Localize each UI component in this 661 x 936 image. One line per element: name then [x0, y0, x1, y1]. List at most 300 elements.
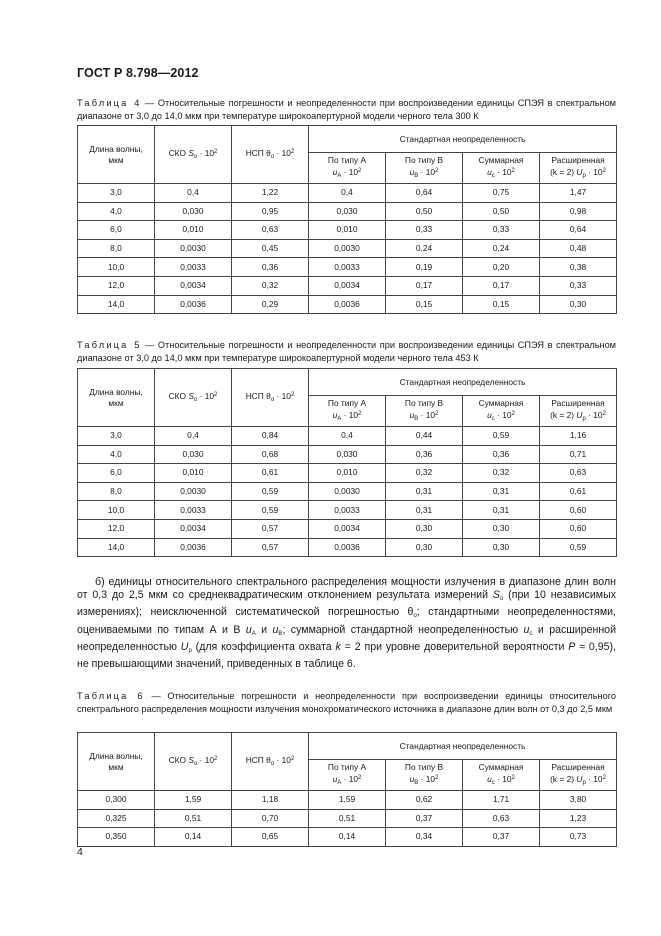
table4-caption	[77, 97, 616, 122]
table-row	[78, 221, 617, 240]
cell-type-b: 0,33	[386, 221, 463, 240]
col-header-type-a	[309, 153, 386, 184]
para-sym-so: S	[492, 589, 500, 602]
nsp-symbol: θ	[266, 754, 271, 765]
cell-sko: 0,0034	[155, 276, 232, 295]
table-row	[78, 519, 617, 538]
cell-sko: 0,51	[155, 809, 232, 828]
para-sub-ub: B	[278, 630, 283, 637]
cell-type-a: 1,59	[309, 791, 386, 810]
wavelength-unit: мкм	[108, 397, 124, 408]
cell-type-a: 0,010	[309, 221, 386, 240]
cell-nsp: 0,59	[232, 501, 309, 520]
para-sym-ua: u	[245, 623, 252, 636]
cell-nsp: 0,68	[232, 445, 309, 464]
table-row	[78, 445, 617, 464]
cell-wavelength: 8,0	[78, 239, 155, 258]
table-row	[78, 482, 617, 501]
type-a-sub: A	[337, 415, 342, 422]
cell-expanded: 3,80	[540, 791, 617, 810]
type-b-times: · 10	[420, 409, 436, 420]
type-b-exp: 2	[435, 774, 439, 781]
type-b-times: · 10	[420, 166, 436, 177]
cell-type-b: 0,30	[386, 538, 463, 557]
para-text-5: и расширенной неопределенностью	[77, 623, 616, 653]
cell-wavelength: 12,0	[78, 519, 155, 538]
wavelength-label: Длина волны,	[89, 143, 143, 154]
table4-body	[78, 184, 617, 314]
cell-type-b: 0,17	[386, 276, 463, 295]
type-b-times: · 10	[420, 773, 436, 784]
cell-type-b: 0,37	[386, 809, 463, 828]
table-row	[78, 809, 617, 828]
expanded-sub: p	[582, 415, 586, 422]
total-exp: 2	[511, 774, 515, 781]
expanded-times: · 10	[588, 409, 603, 420]
cell-type-a: 0,030	[309, 202, 386, 221]
type-b-symbol: u	[409, 409, 415, 420]
cell-wavelength: 10,0	[78, 258, 155, 277]
table-row	[78, 791, 617, 810]
para-sym-k: k	[335, 640, 341, 653]
table5-caption-text: — Относительные погрешности и неопределенности при воспроизведении единицы СПЭЯ в спектральном диапазоне от 3,0 до 14,0 мкм при температуре широкоапертурной модели черного тела 453 К	[77, 340, 616, 363]
table6	[77, 732, 617, 847]
para-sub-theta: o	[413, 613, 417, 620]
cell-expanded: 0,71	[540, 445, 617, 464]
cell-nsp: 0,29	[232, 295, 309, 314]
type-a-times: · 10	[343, 166, 359, 177]
cell-total: 1,71	[463, 791, 540, 810]
para-text-3: ; стандартными неопределенностями, оцениваемыми по типам А и В	[77, 606, 616, 636]
type-a-symbol: u	[332, 409, 338, 420]
nsp-symbol: θ	[266, 147, 271, 158]
expanded-label: Расширенная	[551, 154, 605, 165]
expanded-sub: p	[582, 172, 586, 179]
cell-type-a: 0,0034	[309, 276, 386, 295]
cell-wavelength: 6,0	[78, 464, 155, 483]
cell-expanded: 0,38	[540, 258, 617, 277]
cell-wavelength: 14,0	[78, 538, 155, 557]
expanded-label: Расширенная	[551, 761, 605, 772]
type-a-label: По типу А	[327, 154, 367, 165]
nsp-sub: o	[270, 153, 275, 160]
para-text-6: (для коэффициента охвата	[191, 640, 336, 653]
cell-expanded: 0,63	[540, 464, 617, 483]
table-row	[78, 258, 617, 277]
table-row	[78, 276, 617, 295]
table5-label: Таблица 5	[77, 340, 142, 350]
cell-sko: 0,010	[155, 221, 232, 240]
cell-nsp: 0,57	[232, 538, 309, 557]
para-text-2: (при 10 независимых измерениях); неисключенной систематической погрешностью	[77, 589, 616, 619]
table-row	[78, 427, 617, 446]
type-a-sub: A	[337, 172, 342, 179]
col-header-sko	[155, 126, 232, 184]
expanded-label: Расширенная	[551, 397, 605, 408]
cell-expanded: 0,60	[540, 519, 617, 538]
cell-sko: 0,010	[155, 464, 232, 483]
cell-expanded: 0,30	[540, 295, 617, 314]
type-b-sub: B	[414, 779, 419, 786]
type-a-exp: 2	[358, 167, 362, 174]
para-sym-theta: θ	[407, 606, 414, 619]
cell-type-b: 0,19	[386, 258, 463, 277]
cell-type-a: 0,0030	[309, 239, 386, 258]
expanded-times: · 10	[588, 166, 603, 177]
cell-wavelength: 12,0	[78, 276, 155, 295]
total-label: Суммарная	[478, 397, 524, 408]
col-header-total	[463, 396, 540, 427]
total-symbol: u	[487, 773, 492, 784]
expanded-symbol: U	[576, 409, 583, 420]
cell-nsp: 0,95	[232, 202, 309, 221]
col-header-total	[463, 153, 540, 184]
col-header-nsp	[232, 126, 309, 184]
sko-symbol: S	[188, 147, 194, 158]
total-symbol: u	[487, 409, 492, 420]
cell-type-b: 0,31	[386, 482, 463, 501]
type-a-sub: A	[337, 779, 342, 786]
nsp-sub: o	[270, 396, 275, 403]
cell-total: 0,15	[463, 295, 540, 314]
sko-exp: 2	[214, 755, 218, 762]
para-sub-up: p	[188, 647, 192, 654]
nsp-exp: 2	[290, 148, 295, 155]
cell-total: 0,24	[463, 239, 540, 258]
table6-label: Таблица 6	[77, 691, 145, 701]
table-row	[78, 202, 617, 221]
cell-type-b: 0,15	[386, 295, 463, 314]
expanded-k: (k = 2)	[550, 773, 575, 784]
cell-wavelength: 8,0	[78, 482, 155, 501]
col-header-standard-uncertainty: Стандартная неопределенность	[309, 369, 617, 396]
type-b-exp: 2	[435, 410, 439, 417]
cell-total: 0,75	[463, 184, 540, 203]
cell-expanded: 0,60	[540, 501, 617, 520]
total-label: Суммарная	[478, 154, 524, 165]
cell-wavelength: 3,0	[78, 184, 155, 203]
sko-times: · 10	[199, 390, 215, 401]
nsp-sub: o	[270, 760, 275, 767]
sko-sub: o	[193, 396, 198, 403]
cell-type-a: 0,0033	[309, 501, 386, 520]
total-times: · 10	[497, 166, 512, 177]
cell-expanded: 1,23	[540, 809, 617, 828]
table-row	[78, 295, 617, 314]
cell-type-b: 0,24	[386, 239, 463, 258]
sko-exp: 2	[214, 391, 218, 398]
nsp-label: НСП	[245, 754, 264, 765]
sko-label: СКО	[168, 754, 186, 765]
total-times: · 10	[497, 409, 512, 420]
type-b-sub: B	[414, 172, 419, 179]
cell-sko: 1,59	[155, 791, 232, 810]
table4	[77, 125, 617, 314]
cell-sko: 0,030	[155, 445, 232, 464]
cell-expanded: 1,47	[540, 184, 617, 203]
expanded-exp: 2	[602, 410, 606, 417]
cell-sko: 0,0033	[155, 501, 232, 520]
cell-type-a: 0,0033	[309, 258, 386, 277]
cell-expanded: 0,98	[540, 202, 617, 221]
nsp-label: НСП	[245, 390, 264, 401]
cell-sko: 0,0030	[155, 482, 232, 501]
para-sym-ub: u	[272, 623, 279, 636]
type-b-label: По типу В	[404, 761, 444, 772]
total-label: Суммарная	[478, 761, 524, 772]
cell-total: 0,33	[463, 221, 540, 240]
cell-total: 0,31	[463, 501, 540, 520]
cell-type-b: 0,64	[386, 184, 463, 203]
type-a-times: · 10	[343, 773, 359, 784]
cell-wavelength: 0,300	[78, 791, 155, 810]
cell-nsp: 0,32	[232, 276, 309, 295]
cell-wavelength: 14,0	[78, 295, 155, 314]
cell-type-a: 0,4	[309, 184, 386, 203]
cell-wavelength: 6,0	[78, 221, 155, 240]
para-text-8: ≈ 0,95), не превышающими значений, приведенных в таблице 6.	[77, 640, 617, 671]
type-b-label: По типу В	[404, 154, 444, 165]
table-row	[78, 501, 617, 520]
total-exp: 2	[511, 410, 515, 417]
type-b-symbol: u	[409, 773, 415, 784]
type-b-label: По типу В	[404, 397, 444, 408]
cell-type-a: 0,030	[309, 445, 386, 464]
nsp-times: · 10	[276, 390, 291, 401]
cell-sko: 0,0036	[155, 538, 232, 557]
type-a-label: По типу А	[327, 761, 367, 772]
table4-caption-text: — Относительные погрешности и неопределенности при воспроизведении единицы СПЭЯ в спектральном диапазоне от 3,0 до 14,0 мкм при температуре широкоапертурной модели черного тела 300 К	[77, 98, 616, 121]
table-row	[78, 828, 617, 847]
para-text-4: ; суммарной стандартной неопределенностью	[282, 623, 524, 636]
total-sub: c	[491, 415, 495, 422]
col-header-type-b	[386, 760, 463, 791]
cell-sko: 0,0034	[155, 519, 232, 538]
para-sym-p: P	[568, 640, 576, 653]
nsp-exp: 2	[290, 391, 295, 398]
nsp-symbol: θ	[266, 390, 271, 401]
cell-nsp: 1,22	[232, 184, 309, 203]
cell-type-a: 0,0036	[309, 295, 386, 314]
sko-exp: 2	[214, 148, 218, 155]
type-b-exp: 2	[435, 167, 439, 174]
total-symbol: u	[487, 166, 492, 177]
cell-total: 0,32	[463, 464, 540, 483]
sko-times: · 10	[199, 754, 215, 765]
col-header-total	[463, 760, 540, 791]
table5	[77, 368, 617, 557]
cell-nsp: 0,63	[232, 221, 309, 240]
col-header-standard-uncertainty: Стандартная неопределенность	[309, 126, 617, 153]
cell-expanded: 0,64	[540, 221, 617, 240]
para-sub-uc: c	[529, 630, 533, 637]
cell-expanded: 0,61	[540, 482, 617, 501]
cell-type-a: 0,0030	[309, 482, 386, 501]
col-header-type-b	[386, 396, 463, 427]
cell-total: 0,31	[463, 482, 540, 501]
cell-sko: 0,14	[155, 828, 232, 847]
col-header-expanded	[540, 153, 617, 184]
expanded-symbol: U	[576, 166, 583, 177]
cell-type-b: 0,34	[386, 828, 463, 847]
table-row	[78, 538, 617, 557]
type-b-sub: B	[414, 415, 419, 422]
cell-expanded: 0,48	[540, 239, 617, 258]
sko-label: СКО	[168, 147, 186, 158]
col-header-wavelength	[78, 369, 155, 427]
col-header-expanded	[540, 760, 617, 791]
cell-nsp: 0,70	[232, 809, 309, 828]
cell-type-a: 0,4	[309, 427, 386, 446]
para-text-7: = 2 при уровне доверительной вероятности	[340, 640, 569, 653]
type-a-times: · 10	[343, 409, 359, 420]
cell-sko: 0,030	[155, 202, 232, 221]
col-header-type-a	[309, 396, 386, 427]
type-a-symbol: u	[332, 166, 338, 177]
cell-total: 0,36	[463, 445, 540, 464]
cell-sko: 0,0033	[155, 258, 232, 277]
cell-expanded: 0,59	[540, 538, 617, 557]
total-times: · 10	[497, 773, 512, 784]
cell-sko: 0,0030	[155, 239, 232, 258]
cell-total: 0,30	[463, 538, 540, 557]
wavelength-unit: мкм	[108, 154, 124, 165]
cell-type-a: 0,14	[309, 828, 386, 847]
expanded-exp: 2	[602, 774, 606, 781]
cell-type-b: 0,31	[386, 501, 463, 520]
table-row	[78, 184, 617, 203]
cell-nsp: 0,45	[232, 239, 309, 258]
cell-total: 0,50	[463, 202, 540, 221]
expanded-symbol: U	[576, 773, 583, 784]
cell-total: 0,20	[463, 258, 540, 277]
cell-total: 0,17	[463, 276, 540, 295]
para-sub-so: o	[499, 596, 504, 603]
table6-caption-text: — Относительные погрешности и неопределенности при воспроизведении единицы относительного спектрального распределения мощности излучения монохроматического источника в диапазоне длин волн от 0,3 до 2,5 мкм	[77, 691, 616, 714]
table6-body	[78, 791, 617, 847]
table6-caption	[77, 690, 616, 715]
cell-wavelength: 0,325	[78, 809, 155, 828]
col-header-type-a	[309, 760, 386, 791]
expanded-k: (k = 2)	[550, 409, 575, 420]
cell-type-a: 0,0034	[309, 519, 386, 538]
cell-nsp: 0,57	[232, 519, 309, 538]
cell-type-b: 0,62	[386, 791, 463, 810]
cell-total: 0,59	[463, 427, 540, 446]
col-header-wavelength	[78, 126, 155, 184]
sko-symbol: S	[188, 754, 194, 765]
type-b-symbol: u	[409, 166, 415, 177]
col-header-nsp	[232, 369, 309, 427]
cell-sko: 0,0036	[155, 295, 232, 314]
table-row	[78, 239, 617, 258]
sko-times: · 10	[199, 147, 215, 158]
nsp-times: · 10	[276, 147, 291, 158]
cell-nsp: 0,84	[232, 427, 309, 446]
col-header-standard-uncertainty: Стандартная неопределенность	[309, 733, 617, 760]
cell-total: 0,37	[463, 828, 540, 847]
col-header-expanded	[540, 396, 617, 427]
cell-type-b: 0,44	[386, 427, 463, 446]
cell-type-a: 0,51	[309, 809, 386, 828]
sko-sub: o	[193, 760, 198, 767]
col-header-wavelength	[78, 733, 155, 791]
document-header: ГОСТ Р 8.798—2012	[77, 66, 199, 80]
type-a-symbol: u	[332, 773, 338, 784]
cell-total: 0,30	[463, 519, 540, 538]
expanded-k: (k = 2)	[550, 166, 575, 177]
cell-nsp: 0,65	[232, 828, 309, 847]
cell-sko: 0,4	[155, 427, 232, 446]
cell-wavelength: 10,0	[78, 501, 155, 520]
expanded-exp: 2	[602, 167, 606, 174]
cell-wavelength: 0,350	[78, 828, 155, 847]
cell-type-b: 0,32	[386, 464, 463, 483]
cell-type-b: 0,50	[386, 202, 463, 221]
para-text-1: б) единицы относительного спектрального распределения мощности излучения в диапазоне длин волн от 0,3 до 2,5 мкм со среднеквадратическим отклонением результата измерений	[77, 576, 616, 602]
table-row	[78, 464, 617, 483]
expanded-sub: p	[582, 779, 586, 786]
table4-label: Таблица 4	[77, 98, 142, 108]
cell-wavelength: 4,0	[78, 445, 155, 464]
type-a-exp: 2	[358, 774, 362, 781]
cell-type-a: 0,0036	[309, 538, 386, 557]
cell-total: 0,63	[463, 809, 540, 828]
type-a-exp: 2	[358, 410, 362, 417]
cell-expanded: 1,16	[540, 427, 617, 446]
page-number: 4	[77, 846, 83, 858]
para-and: и	[255, 623, 273, 636]
cell-nsp: 0,59	[232, 482, 309, 501]
cell-type-a: 0,010	[309, 464, 386, 483]
para-sym-uc: u	[523, 623, 530, 636]
total-exp: 2	[511, 167, 515, 174]
cell-expanded: 0,73	[540, 828, 617, 847]
total-sub: c	[491, 779, 495, 786]
wavelength-label: Длина волны,	[89, 750, 143, 761]
cell-nsp: 0,36	[232, 258, 309, 277]
wavelength-label: Длина волны,	[89, 386, 143, 397]
table5-body	[78, 427, 617, 557]
table5-caption	[77, 339, 616, 364]
nsp-times: · 10	[276, 754, 291, 765]
sko-label: СКО	[168, 390, 186, 401]
para-sym-up: U	[180, 640, 189, 653]
sko-symbol: S	[188, 390, 194, 401]
cell-sko: 0,4	[155, 184, 232, 203]
body-paragraph	[77, 576, 616, 671]
col-header-nsp	[232, 733, 309, 791]
nsp-exp: 2	[290, 755, 295, 762]
total-sub: c	[491, 172, 495, 179]
col-header-type-b	[386, 153, 463, 184]
col-header-sko	[155, 369, 232, 427]
col-header-sko	[155, 733, 232, 791]
sko-sub: o	[193, 153, 198, 160]
cell-nsp: 0,61	[232, 464, 309, 483]
type-a-label: По типу А	[327, 397, 367, 408]
cell-wavelength: 4,0	[78, 202, 155, 221]
cell-type-b: 0,36	[386, 445, 463, 464]
expanded-times: · 10	[588, 773, 603, 784]
para-sub-ua: A	[251, 630, 256, 637]
wavelength-unit: мкм	[108, 761, 124, 772]
cell-wavelength: 3,0	[78, 427, 155, 446]
cell-nsp: 1,18	[232, 791, 309, 810]
cell-type-b: 0,30	[386, 519, 463, 538]
cell-expanded: 0,33	[540, 276, 617, 295]
nsp-label: НСП	[245, 147, 264, 158]
